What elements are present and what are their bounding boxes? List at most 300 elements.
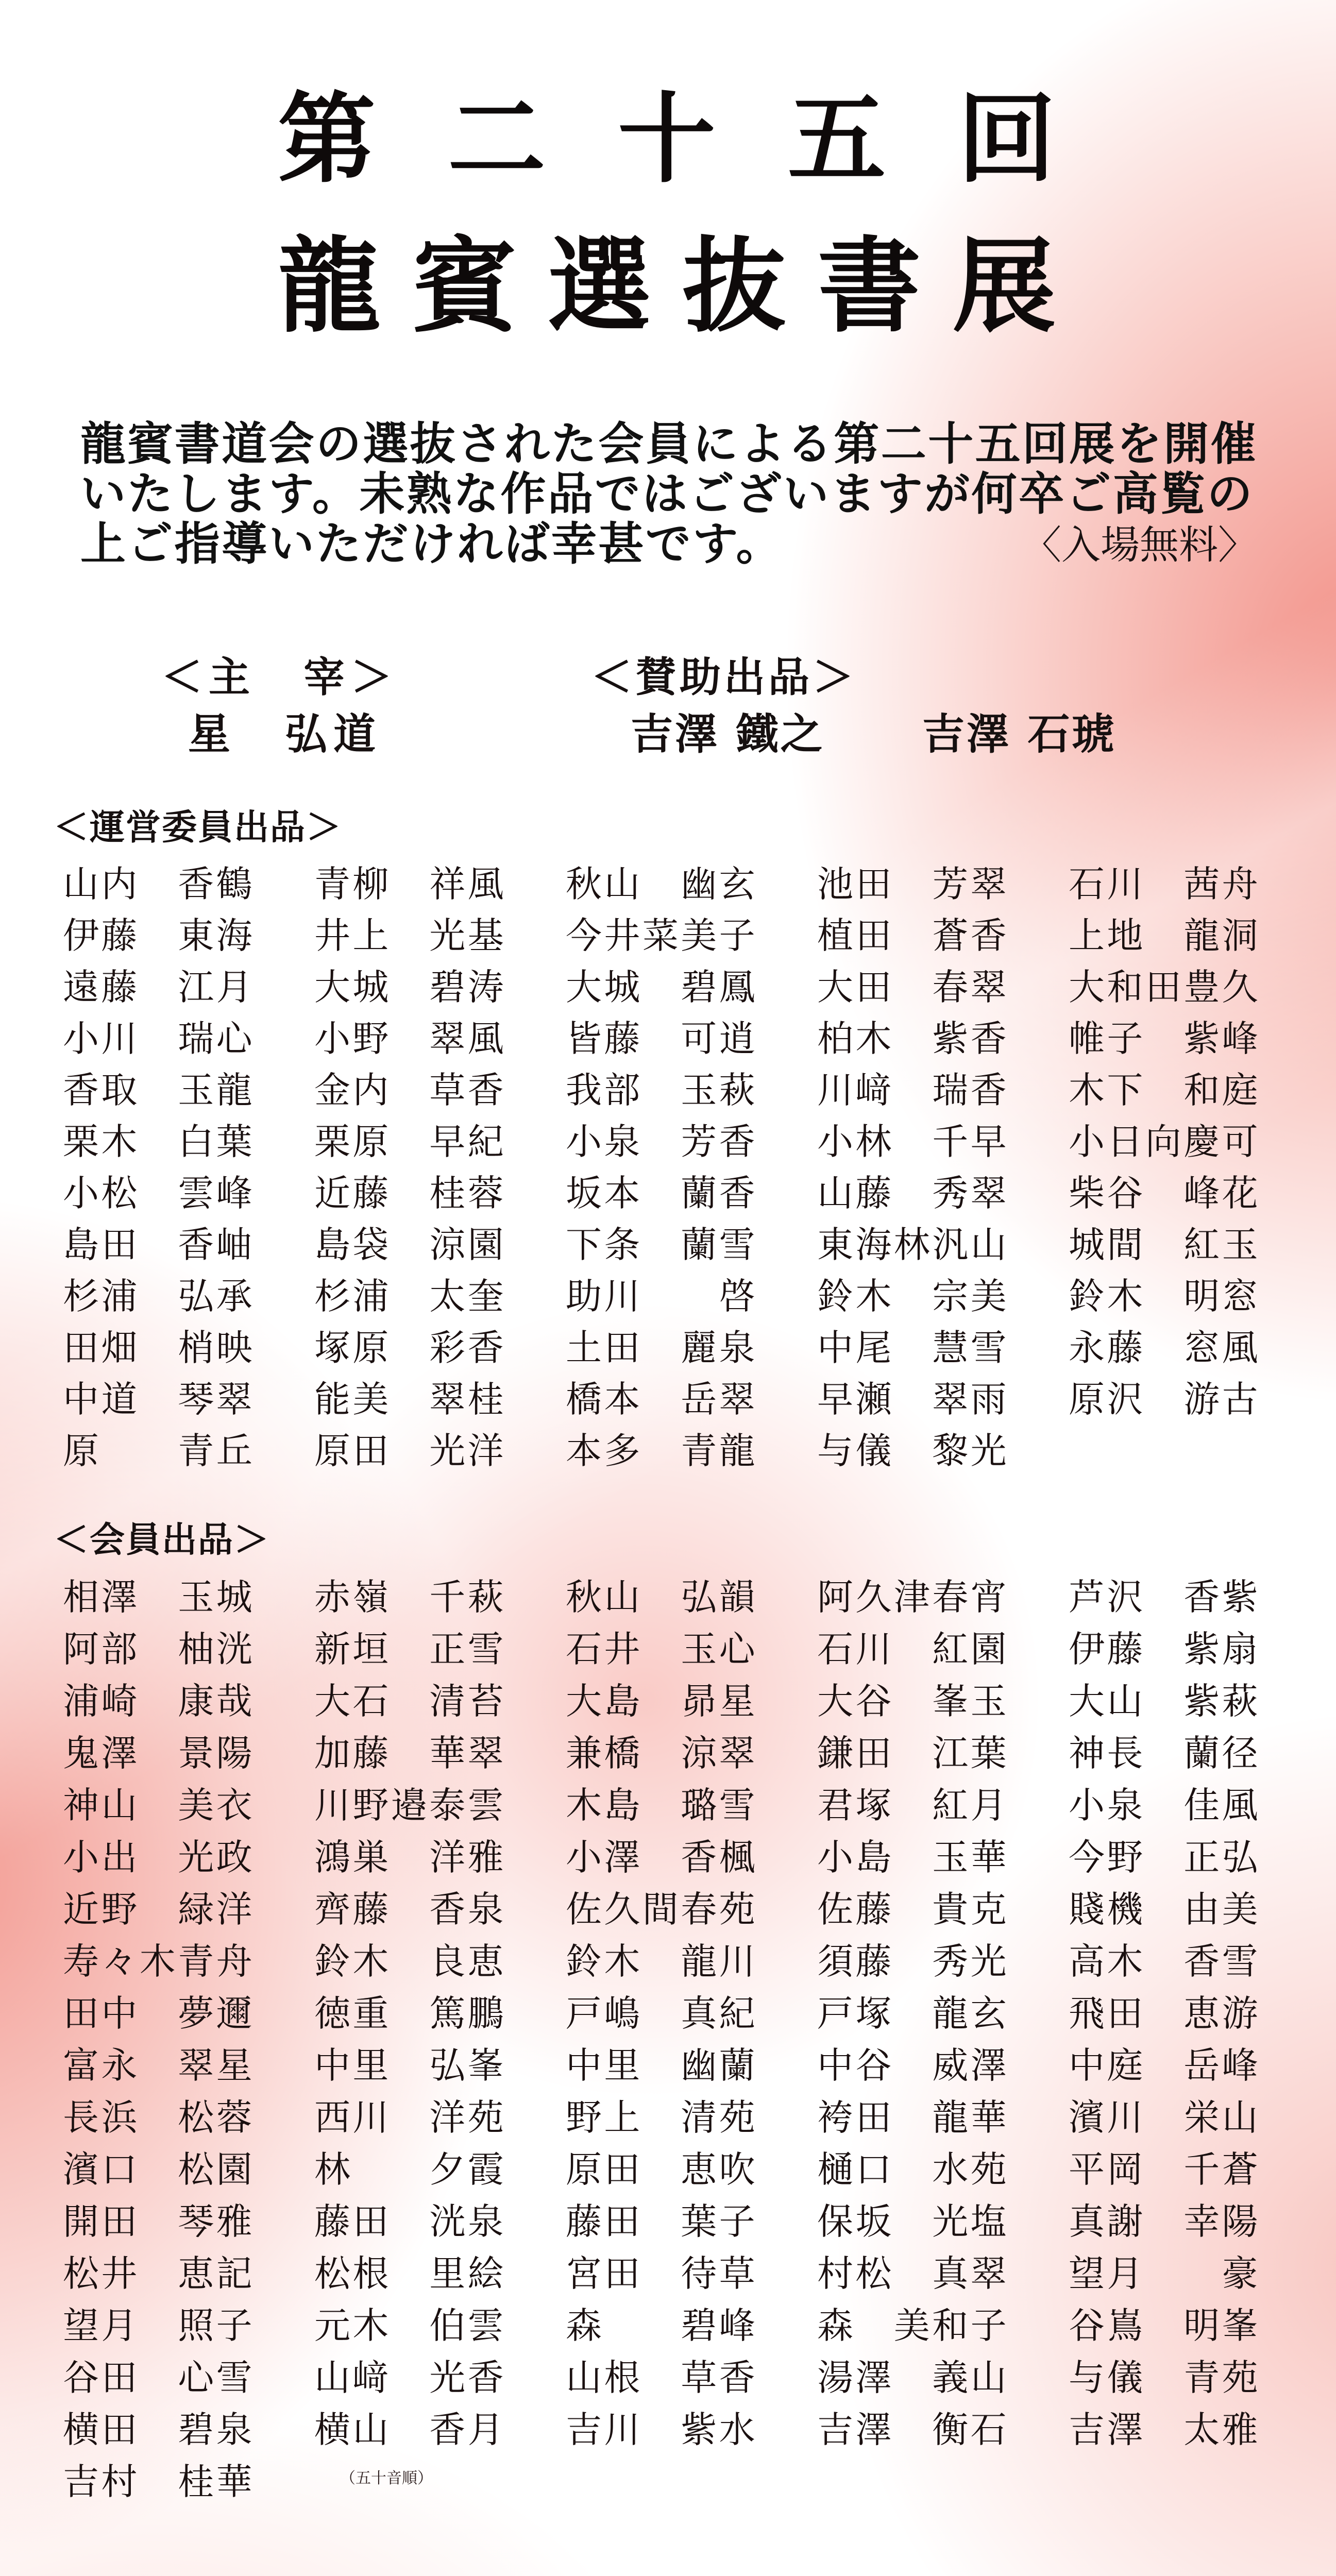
member-given-name: 光洋 bbox=[429, 1429, 506, 1472]
member-given-name: 龍玄 bbox=[932, 1992, 1009, 2035]
member-given-name: 正弘 bbox=[1183, 1836, 1260, 1878]
member-given-name: 黎光 bbox=[932, 1429, 1009, 1472]
member-surname: 藤田 bbox=[314, 2200, 391, 2243]
title-exhibition-name: 龍賓選抜書展 bbox=[278, 226, 1088, 347]
member-name bbox=[63, 1672, 255, 1724]
member-surname: 大和田 bbox=[1069, 965, 1184, 1008]
member-name bbox=[63, 907, 255, 958]
member-surname: 早瀬 bbox=[817, 1378, 894, 1420]
member-surname: 鎌田 bbox=[817, 1732, 894, 1774]
member-given-name: 蘭雪 bbox=[681, 1223, 757, 1266]
member-given-name: 恵吹 bbox=[681, 2148, 757, 2191]
member-given-name: 由美 bbox=[1183, 1888, 1260, 1930]
member-surname: 村松 bbox=[817, 2252, 894, 2295]
member-surname: 中里 bbox=[566, 2044, 642, 2087]
member-name bbox=[817, 1319, 1009, 1370]
member-surname: 伊藤 bbox=[63, 914, 140, 957]
member-name bbox=[817, 1164, 1009, 1216]
member-name bbox=[566, 2245, 757, 2297]
member-given-name: 松蓉 bbox=[178, 2096, 255, 2139]
member-name bbox=[63, 958, 255, 1010]
member-name bbox=[817, 2193, 1009, 2245]
member-given-name: 翠桂 bbox=[429, 1378, 506, 1420]
member-surname: 寿々木 bbox=[63, 1940, 178, 1982]
member-given-name: 光基 bbox=[429, 914, 506, 957]
member-surname: 望月 bbox=[1069, 2252, 1145, 2295]
member-surname: 小泉 bbox=[1069, 1784, 1145, 1826]
member-given-name: 洋苑 bbox=[429, 2096, 506, 2139]
member-name bbox=[1069, 1370, 1260, 1422]
member-name bbox=[817, 958, 1009, 1010]
member-name bbox=[1069, 2141, 1260, 2193]
member-surname: 島袋 bbox=[314, 1223, 391, 1266]
member-name bbox=[314, 1113, 506, 1164]
member-given-name: 水苑 bbox=[932, 2148, 1009, 2191]
member-given-name: 貴克 bbox=[932, 1888, 1009, 1930]
member-surname: 原 bbox=[63, 1429, 102, 1472]
member-surname: 田畑 bbox=[63, 1326, 140, 1369]
member-given-name: 昴星 bbox=[681, 1680, 757, 1722]
member-name bbox=[1069, 1061, 1260, 1113]
member-name bbox=[566, 2037, 757, 2089]
member-given-name: 岳峰 bbox=[1183, 2044, 1260, 2087]
member-name bbox=[817, 2245, 1009, 2297]
member-given-name: 夕霞 bbox=[429, 2148, 506, 2191]
member-surname: 香取 bbox=[63, 1069, 140, 1111]
member-name bbox=[314, 1776, 506, 1828]
member-given-name: 清苔 bbox=[429, 1680, 506, 1722]
member-given-name: 江月 bbox=[178, 965, 255, 1008]
member-name bbox=[63, 1319, 255, 1370]
member-surname: 原沢 bbox=[1069, 1378, 1145, 1420]
member-surname: 田中 bbox=[63, 1992, 140, 2035]
member-grid bbox=[63, 1568, 1320, 2505]
member-name bbox=[314, 1985, 506, 2037]
member-given-name: 窓風 bbox=[1183, 1326, 1260, 1369]
member-surname: 松根 bbox=[314, 2252, 391, 2295]
member-given-name: 江葉 bbox=[932, 1732, 1009, 1774]
member-surname: 今井 bbox=[566, 914, 642, 957]
member-name bbox=[1069, 2193, 1260, 2245]
member-surname: 小川 bbox=[63, 1017, 140, 1060]
member-surname: 濱川 bbox=[1069, 2096, 1145, 2139]
member-name bbox=[566, 2349, 757, 2401]
member-surname: 皆藤 bbox=[566, 1017, 642, 1060]
member-given-name: 緑洋 bbox=[178, 1888, 255, 1930]
member-name bbox=[1069, 1319, 1260, 1370]
member-surname: 佐藤 bbox=[817, 1888, 894, 1930]
member-name bbox=[63, 2349, 255, 2401]
host-label: ＜主 宰＞ bbox=[161, 653, 398, 701]
member-surname: 戸嶋 bbox=[566, 1992, 642, 2035]
member-given-name: 弘承 bbox=[178, 1275, 255, 1317]
member-name bbox=[314, 1672, 506, 1724]
member-surname: 阿久津 bbox=[817, 1576, 933, 1618]
member-name bbox=[817, 2141, 1009, 2193]
member-given-name: 玉龍 bbox=[178, 1069, 255, 1111]
member-given-name: 洋雅 bbox=[429, 1836, 506, 1878]
member-surname: 湯澤 bbox=[817, 2357, 894, 2399]
member-name bbox=[314, 1061, 506, 1113]
member-given-name: 里絵 bbox=[429, 2252, 506, 2295]
member-given-name: 美和子 bbox=[893, 2304, 1009, 2347]
supporting-exhibitor-name: 吉澤 石琥 bbox=[922, 709, 1117, 759]
member-given-name: 待草 bbox=[681, 2252, 757, 2295]
member-surname: 鴻巣 bbox=[314, 1836, 391, 1878]
member-name bbox=[314, 1724, 506, 1776]
member-name bbox=[817, 2089, 1009, 2141]
member-name bbox=[314, 1933, 506, 1985]
member-name bbox=[1069, 2089, 1260, 2141]
member-surname: 兼橋 bbox=[566, 1732, 642, 1774]
supporting-exhibitor-name: 吉澤 鐵之 bbox=[631, 709, 825, 759]
member-name bbox=[1069, 1828, 1260, 1880]
member-given-name: 香楓 bbox=[681, 1836, 757, 1878]
member-surname: 小野 bbox=[314, 1017, 391, 1060]
member-surname: 袴田 bbox=[817, 2096, 894, 2139]
member-surname: 小林 bbox=[817, 1120, 894, 1163]
member-name bbox=[566, 2089, 757, 2141]
member-surname: 加藤 bbox=[314, 1732, 391, 1774]
member-name bbox=[1069, 1880, 1260, 1933]
member-name bbox=[63, 1061, 255, 1113]
intro-line: 上ご指導いただければ幸甚です。 bbox=[80, 517, 783, 570]
member-surname: 長浜 bbox=[63, 2096, 140, 2139]
title-edition: 第二十五回 bbox=[278, 81, 1128, 196]
member-given-name: 芳香 bbox=[681, 1120, 757, 1163]
member-surname: 浦崎 bbox=[63, 1680, 140, 1722]
member-name bbox=[817, 1422, 1009, 1473]
member-given-name: 龍華 bbox=[932, 2096, 1009, 2139]
member-surname: 青柳 bbox=[314, 862, 391, 905]
member-surname: 石井 bbox=[566, 1628, 642, 1670]
member-surname: 柏木 bbox=[817, 1017, 894, 1060]
member-name bbox=[817, 2401, 1009, 2453]
member-name bbox=[817, 1216, 1009, 1267]
intro-line: 龍賓書道会の選抜された会員による第二十五回展を開催 bbox=[80, 417, 1258, 470]
intro-line: いたします。未熟な作品ではございますが何卒ご高覧の bbox=[80, 467, 1254, 520]
member-surname: 山藤 bbox=[817, 1172, 894, 1214]
member-name bbox=[314, 855, 506, 907]
member-surname: 徳重 bbox=[314, 1992, 391, 2035]
member-given-name: 千早 bbox=[932, 1120, 1009, 1163]
member-name bbox=[314, 2193, 506, 2245]
member-surname: 与儀 bbox=[817, 1429, 894, 1472]
member-surname: 相澤 bbox=[63, 1576, 140, 1618]
member-name bbox=[314, 2089, 506, 2141]
member-surname: 林 bbox=[314, 2148, 353, 2191]
member-given-name: 紫香 bbox=[932, 1017, 1009, 1060]
member-surname: 助川 bbox=[566, 1275, 642, 1317]
member-given-name: 青丘 bbox=[178, 1429, 255, 1472]
member-name bbox=[63, 2037, 255, 2089]
member-surname: 森 bbox=[817, 2304, 856, 2347]
member-given-name: 紫峰 bbox=[1183, 1017, 1260, 1060]
member-given-name: 龍川 bbox=[681, 1940, 757, 1982]
member-name bbox=[566, 1216, 757, 1267]
member-given-name: 香鶴 bbox=[178, 862, 255, 905]
member-given-name: 紅玉 bbox=[1183, 1223, 1260, 1266]
member-surname: 齊藤 bbox=[314, 1888, 391, 1930]
member-name bbox=[63, 2453, 255, 2505]
member-given-name: 紫水 bbox=[681, 2409, 757, 2451]
member-given-name: 桂華 bbox=[178, 2461, 255, 2503]
member-name bbox=[314, 1267, 506, 1319]
member-surname: 大山 bbox=[1069, 1680, 1145, 1722]
member-surname: 下条 bbox=[566, 1223, 642, 1266]
member-surname: 賤機 bbox=[1069, 1888, 1145, 1930]
member-name bbox=[566, 1061, 757, 1113]
member-name bbox=[817, 1672, 1009, 1724]
member-name bbox=[1069, 1164, 1260, 1216]
member-name bbox=[1069, 1724, 1260, 1776]
member-given-name: 真紀 bbox=[681, 1992, 757, 2035]
member-surname: 東海林 bbox=[817, 1223, 933, 1266]
member-surname: 秋山 bbox=[566, 862, 642, 905]
member-surname: 伊藤 bbox=[1069, 1628, 1145, 1670]
member-given-name: 彩香 bbox=[429, 1326, 506, 1369]
member-given-name: 汎山 bbox=[932, 1223, 1009, 1266]
member-name bbox=[63, 1113, 255, 1164]
member-surname: 石川 bbox=[1069, 862, 1145, 905]
member-given-name: 瑞香 bbox=[932, 1069, 1009, 1111]
member-name bbox=[566, 1724, 757, 1776]
member-name bbox=[314, 1880, 506, 1933]
member-name bbox=[314, 2037, 506, 2089]
member-name bbox=[63, 1828, 255, 1880]
member-name bbox=[63, 2141, 255, 2193]
member-given-name: 正雪 bbox=[429, 1628, 506, 1670]
member-given-name: 紫萩 bbox=[1183, 1680, 1260, 1722]
member-given-name: 香泉 bbox=[429, 1888, 506, 1930]
member-name bbox=[566, 1672, 757, 1724]
member-surname: 高木 bbox=[1069, 1940, 1145, 1982]
member-given-name: 菜美子 bbox=[642, 914, 758, 957]
member-name bbox=[1069, 1776, 1260, 1828]
member-name bbox=[817, 855, 1009, 907]
member-name bbox=[63, 2297, 255, 2349]
member-surname: 栗木 bbox=[63, 1120, 140, 1163]
member-surname: 横山 bbox=[314, 2409, 391, 2451]
member-surname: 新垣 bbox=[314, 1628, 391, 1670]
member-surname: 谷嶌 bbox=[1069, 2304, 1145, 2347]
member-surname: 神山 bbox=[63, 1784, 140, 1826]
member-surname: 木島 bbox=[566, 1784, 642, 1826]
member-given-name: 翠風 bbox=[429, 1017, 506, 1060]
member-name bbox=[314, 1319, 506, 1370]
member-surname: 鈴木 bbox=[817, 1275, 894, 1317]
member-surname: 池田 bbox=[817, 862, 894, 905]
member-surname: 吉村 bbox=[63, 2461, 140, 2503]
member-name bbox=[63, 1216, 255, 1267]
member-name bbox=[817, 2037, 1009, 2089]
member-surname: 金内 bbox=[314, 1069, 391, 1111]
member-surname: 鈴木 bbox=[566, 1940, 642, 1982]
member-given-name: 義山 bbox=[932, 2357, 1009, 2399]
member-given-name: 美衣 bbox=[178, 1784, 255, 1826]
member-name bbox=[314, 1216, 506, 1267]
member-given-name: 碧泉 bbox=[178, 2409, 255, 2451]
member-name bbox=[566, 1267, 757, 1319]
member-surname: 松井 bbox=[63, 2252, 140, 2295]
member-name bbox=[314, 907, 506, 958]
member-name bbox=[566, 1113, 757, 1164]
member-given-name: 香岫 bbox=[178, 1223, 255, 1266]
member-given-name: 琴翠 bbox=[178, 1378, 255, 1420]
member-name bbox=[566, 2193, 757, 2245]
member-name bbox=[314, 958, 506, 1010]
member-surname: 樋口 bbox=[817, 2148, 894, 2191]
member-surname: 我部 bbox=[566, 1069, 642, 1111]
member-name bbox=[1069, 2401, 1260, 2453]
member-given-name: 青舟 bbox=[178, 1940, 255, 1982]
member-surname: 石川 bbox=[817, 1628, 894, 1670]
member-given-name: 心雪 bbox=[178, 2357, 255, 2399]
member-surname: 元木 bbox=[314, 2304, 391, 2347]
member-given-name: 秀翠 bbox=[932, 1172, 1009, 1214]
member-name bbox=[817, 907, 1009, 958]
member-given-name: 龍洞 bbox=[1183, 914, 1260, 957]
member-surname: 大城 bbox=[314, 965, 391, 1008]
member-given-name: 紅月 bbox=[932, 1784, 1009, 1826]
member-surname: 西川 bbox=[314, 2096, 391, 2139]
member-surname: 鈴木 bbox=[314, 1940, 391, 1982]
member-surname: 中谷 bbox=[817, 2044, 894, 2087]
member-name bbox=[817, 1010, 1009, 1061]
member-given-name: 光塩 bbox=[932, 2200, 1009, 2243]
member-surname: 坂本 bbox=[566, 1172, 642, 1214]
member-surname: 中尾 bbox=[817, 1326, 894, 1369]
member-given-name: 栄山 bbox=[1183, 2096, 1260, 2139]
member-name bbox=[1069, 1216, 1260, 1267]
member-name bbox=[314, 2297, 506, 2349]
member-given-name: 玉萩 bbox=[681, 1069, 757, 1111]
member-name bbox=[566, 1422, 757, 1473]
member-surname: 佐久間 bbox=[566, 1888, 681, 1930]
member-given-name: 麗泉 bbox=[681, 1326, 757, 1369]
section-label-members: ＜会員出品＞ bbox=[54, 1519, 270, 1561]
member-surname: 宮田 bbox=[566, 2252, 642, 2295]
member-name bbox=[314, 1828, 506, 1880]
member-surname: 秋山 bbox=[566, 1576, 642, 1618]
member-name bbox=[1069, 907, 1260, 958]
member-name bbox=[566, 2297, 757, 2349]
member-given-name: 春宵 bbox=[932, 1576, 1009, 1618]
member-surname: 君塚 bbox=[817, 1784, 894, 1826]
member-given-name: 佳風 bbox=[1183, 1784, 1260, 1826]
member-given-name: 洸泉 bbox=[429, 2200, 506, 2243]
member-given-name: 千萩 bbox=[429, 1576, 506, 1618]
section-label-committee: ＜運営委員出品＞ bbox=[54, 807, 343, 848]
member-name bbox=[817, 1724, 1009, 1776]
member-surname: 永藤 bbox=[1069, 1326, 1145, 1369]
member-name bbox=[817, 1568, 1009, 1620]
member-given-name: 篤鵬 bbox=[429, 1992, 506, 2035]
member-surname: 開田 bbox=[63, 2200, 140, 2243]
member-given-name: 蒼香 bbox=[932, 914, 1009, 957]
member-name bbox=[566, 1933, 757, 1985]
member-given-name: 千蒼 bbox=[1183, 2148, 1260, 2191]
member-surname: 大田 bbox=[817, 965, 894, 1008]
member-name bbox=[566, 1568, 757, 1620]
member-name bbox=[63, 1267, 255, 1319]
member-surname: 大城 bbox=[566, 965, 642, 1008]
member-given-name: 衡石 bbox=[932, 2409, 1009, 2451]
member-surname: 山根 bbox=[566, 2357, 642, 2399]
member-given-name: 可逍 bbox=[681, 1017, 757, 1060]
member-surname: 上地 bbox=[1069, 914, 1145, 957]
member-surname: 近藤 bbox=[314, 1172, 391, 1214]
member-name bbox=[314, 1568, 506, 1620]
member-given-name: 青苑 bbox=[1183, 2357, 1260, 2399]
member-surname: 望月 bbox=[63, 2304, 140, 2347]
member-name bbox=[63, 2089, 255, 2141]
member-given-name: 啓 bbox=[719, 1275, 757, 1317]
member-name bbox=[63, 1724, 255, 1776]
member-given-name: 碧峰 bbox=[681, 2304, 757, 2347]
member-given-name: 幸陽 bbox=[1183, 2200, 1260, 2243]
member-name bbox=[1069, 1672, 1260, 1724]
alphabetical-order-note: （五十音順） bbox=[340, 2469, 433, 2487]
member-name bbox=[566, 2401, 757, 2453]
member-surname: 飛田 bbox=[1069, 1992, 1145, 2035]
member-given-name: 紫扇 bbox=[1183, 1628, 1260, 1670]
member-name bbox=[817, 1933, 1009, 1985]
member-surname: 吉澤 bbox=[1069, 2409, 1145, 2451]
member-given-name: 璐雪 bbox=[681, 1784, 757, 1826]
member-given-name: 泰雲 bbox=[429, 1784, 506, 1826]
member-name bbox=[566, 1880, 757, 1933]
member-given-name: 玉華 bbox=[932, 1836, 1009, 1878]
member-given-name: 青龍 bbox=[681, 1429, 757, 1472]
member-given-name: 威澤 bbox=[932, 2044, 1009, 2087]
member-name bbox=[566, 1985, 757, 2037]
committee-member-grid bbox=[63, 855, 1320, 1473]
member-given-name: 翠星 bbox=[178, 2044, 255, 2087]
host-name: 星 弘道 bbox=[188, 709, 382, 759]
member-name bbox=[1069, 1933, 1260, 1985]
member-given-name: 東海 bbox=[178, 914, 255, 957]
member-name bbox=[314, 1164, 506, 1216]
member-given-name: 照子 bbox=[178, 2304, 255, 2347]
member-name bbox=[314, 1010, 506, 1061]
member-surname: 島田 bbox=[63, 1223, 140, 1266]
member-given-name: 明窓 bbox=[1183, 1275, 1260, 1317]
member-name bbox=[63, 1370, 255, 1422]
member-name bbox=[63, 1164, 255, 1216]
member-surname: 小島 bbox=[817, 1836, 894, 1878]
member-given-name: 華翠 bbox=[429, 1732, 506, 1774]
member-given-name: 真翠 bbox=[932, 2252, 1009, 2295]
member-name bbox=[63, 1620, 255, 1672]
member-given-name: 玉心 bbox=[681, 1628, 757, 1670]
member-name bbox=[1069, 1568, 1260, 1620]
member-surname: 井上 bbox=[314, 914, 391, 957]
member-given-name: 茜舟 bbox=[1183, 862, 1260, 905]
member-surname: 野上 bbox=[566, 2096, 642, 2139]
member-surname: 森 bbox=[566, 2304, 604, 2347]
member-name bbox=[566, 1620, 757, 1672]
member-given-name: 光政 bbox=[178, 1836, 255, 1878]
member-name bbox=[566, 907, 757, 958]
member-given-name: 良恵 bbox=[429, 1940, 506, 1982]
member-surname: 藤田 bbox=[566, 2200, 642, 2243]
member-name bbox=[314, 1422, 506, 1473]
member-surname: 須藤 bbox=[817, 1940, 894, 1982]
member-name bbox=[63, 1933, 255, 1985]
member-name bbox=[314, 2401, 506, 2453]
member-name bbox=[566, 1370, 757, 1422]
